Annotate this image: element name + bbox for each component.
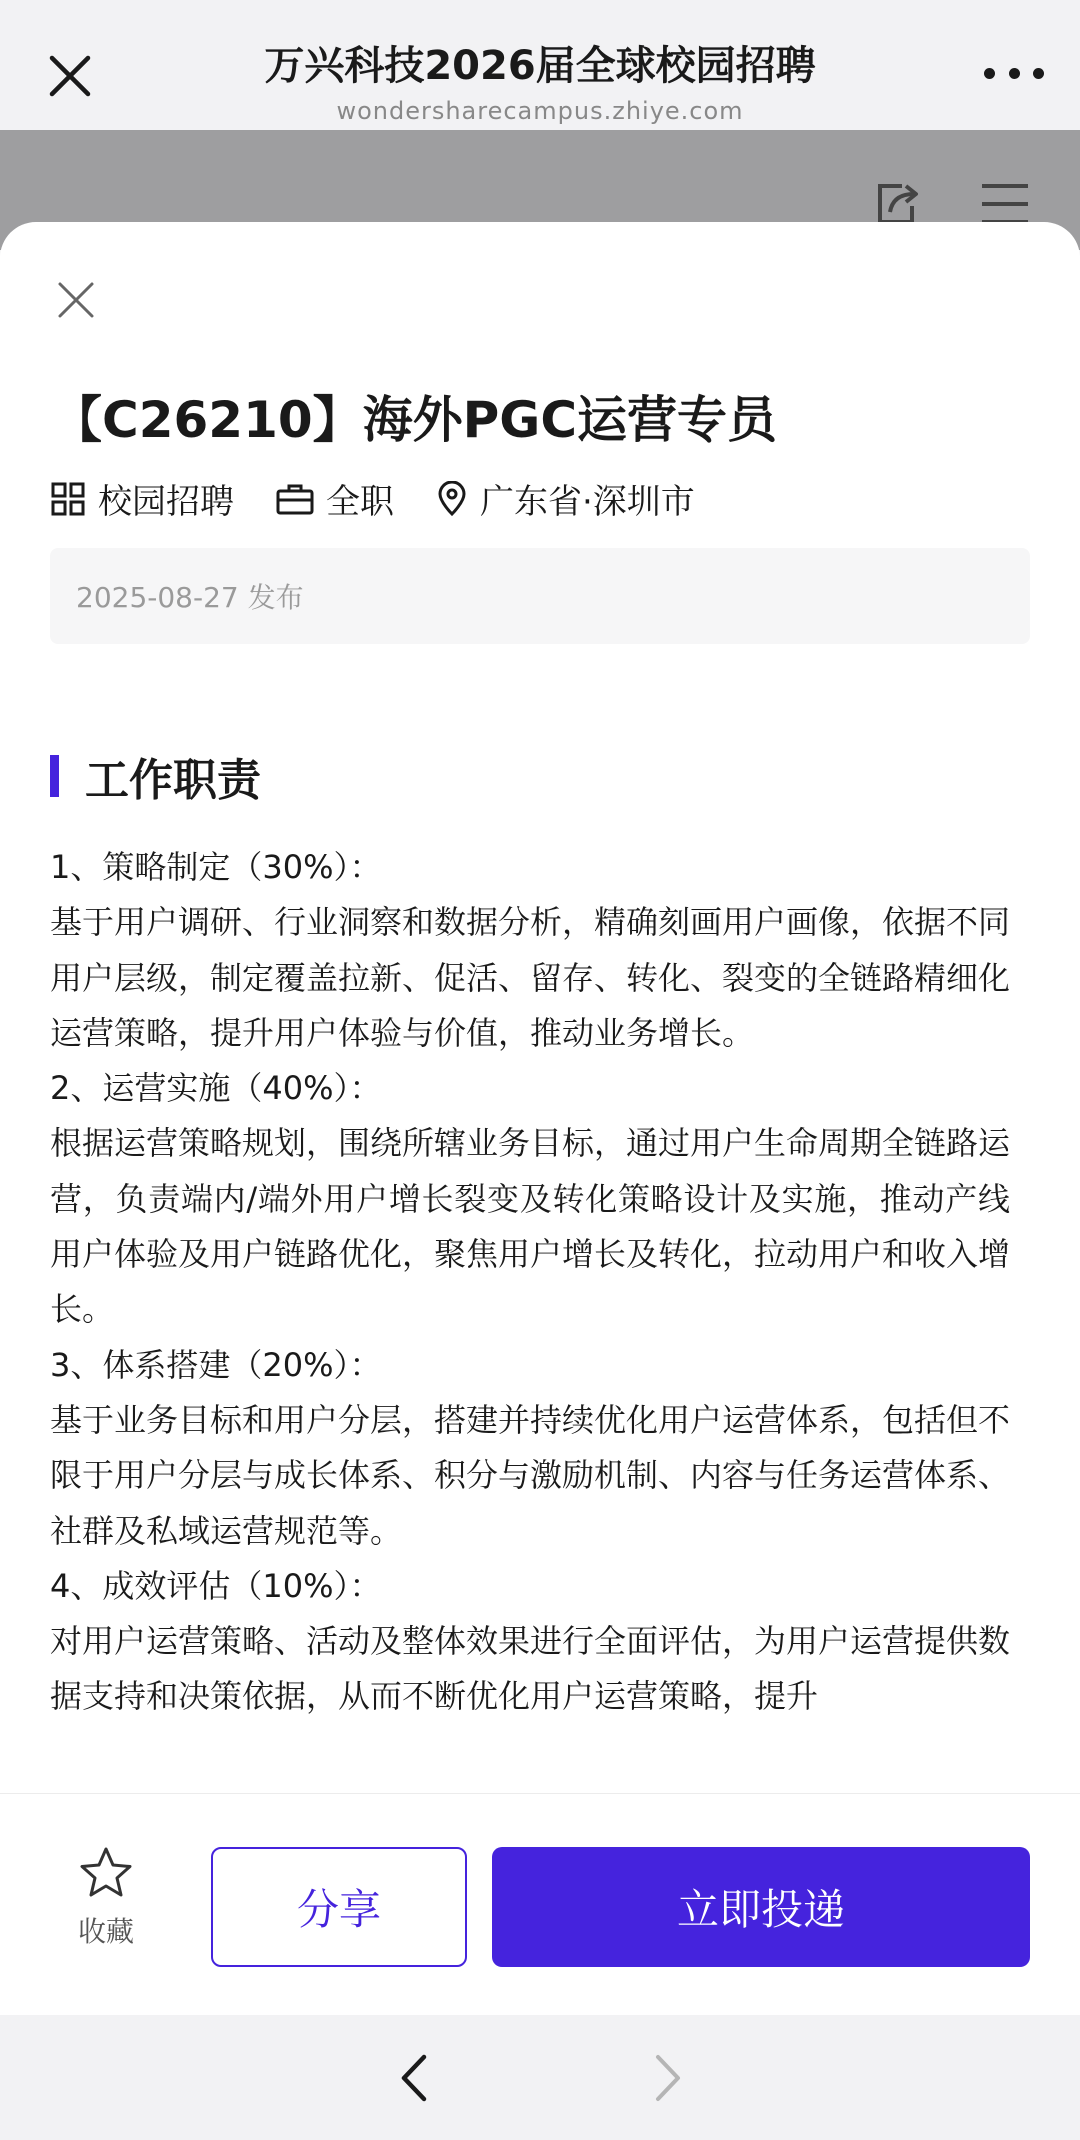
browser-titles (180, 34, 900, 125)
star-icon (78, 1846, 134, 1900)
section-title: 工作职责 (85, 755, 261, 806)
item-body: 基于业务目标和用户分层，搭建并持续优化用户运营体系，包括但不限于用户分层与成长体系、积分与激励机制、内容与任务运营体系、社群及私域运营规范等。 (50, 1400, 1011, 1550)
more-icon[interactable] (984, 58, 1044, 88)
meta-location (436, 474, 695, 523)
item-body: 对用户运营策略、活动及整体效果进行全面评估，为用户运营提供数据支持和决策依据，从而不断优化用户运营策略，提升 (50, 1622, 1011, 1716)
item-body: 根据运营策略规划，围绕所辖业务目标，通过用户生命周期全链路运营，负责端内/端外用户增长裂变及转化策略设计及实施，推动产线用户体验及用户链路优化，聚焦用户增长及转化，拉动用户和收入增长。 (50, 1124, 1011, 1329)
meta-location-label: 广东省·深圳市 (480, 482, 695, 522)
favorite-label: 收藏 (77, 1915, 134, 1948)
publish-date-text: 2025-08-27 发布 (76, 581, 304, 614)
grid-icon (50, 481, 86, 517)
apply-button[interactable]: 立即投递 (492, 1847, 1030, 1967)
job-responsibilities (50, 840, 1010, 1725)
item-heading: 3、体系搭建（20%）： (50, 1345, 382, 1384)
sheet-close-icon[interactable] (56, 280, 96, 320)
item-body: 基于用户调研、行业洞察和数据分析，精确刻画用户画像，依据不同用户层级，制定覆盖拉新、促活、留存、转化、裂变的全链路精细化运营策略，提升用户体验与价值，推动业务增长。 (50, 903, 1011, 1052)
location-pin-icon (436, 481, 468, 517)
browser-nav-bar (0, 2015, 1080, 2140)
share-button[interactable]: 分享 (211, 1847, 467, 1967)
section-accent-bar (50, 755, 59, 797)
publish-date (50, 548, 1030, 644)
browser-top-bar (0, 0, 1080, 130)
meta-category (50, 474, 234, 523)
menu-icon (980, 182, 1030, 226)
section-header (50, 744, 261, 808)
job-detail-sheet (0, 222, 1080, 2015)
browser-title: 万兴科技2026届全球校园招聘 (264, 43, 816, 89)
action-bar (0, 1793, 1080, 2015)
forward-arrow-icon[interactable] (652, 2053, 684, 2103)
close-icon[interactable] (44, 50, 96, 102)
back-arrow-icon[interactable] (398, 2053, 430, 2103)
item-heading: 4、成效评估（10%）： (50, 1566, 382, 1605)
item-heading: 2、运营实施（40%）： (50, 1069, 382, 1108)
briefcase-icon (276, 482, 314, 516)
item-heading: 1、策略制定（30%）： (50, 848, 382, 886)
meta-type (276, 474, 394, 523)
meta-type-label: 全职 (326, 482, 394, 522)
favorite-button[interactable] (58, 1846, 154, 1950)
job-title: 【C26210】海外PGC运营专员 (52, 391, 778, 449)
meta-category-label: 校园招聘 (98, 482, 234, 522)
browser-url: wondersharecampus.zhiye.com (336, 97, 744, 125)
job-meta (50, 474, 737, 523)
